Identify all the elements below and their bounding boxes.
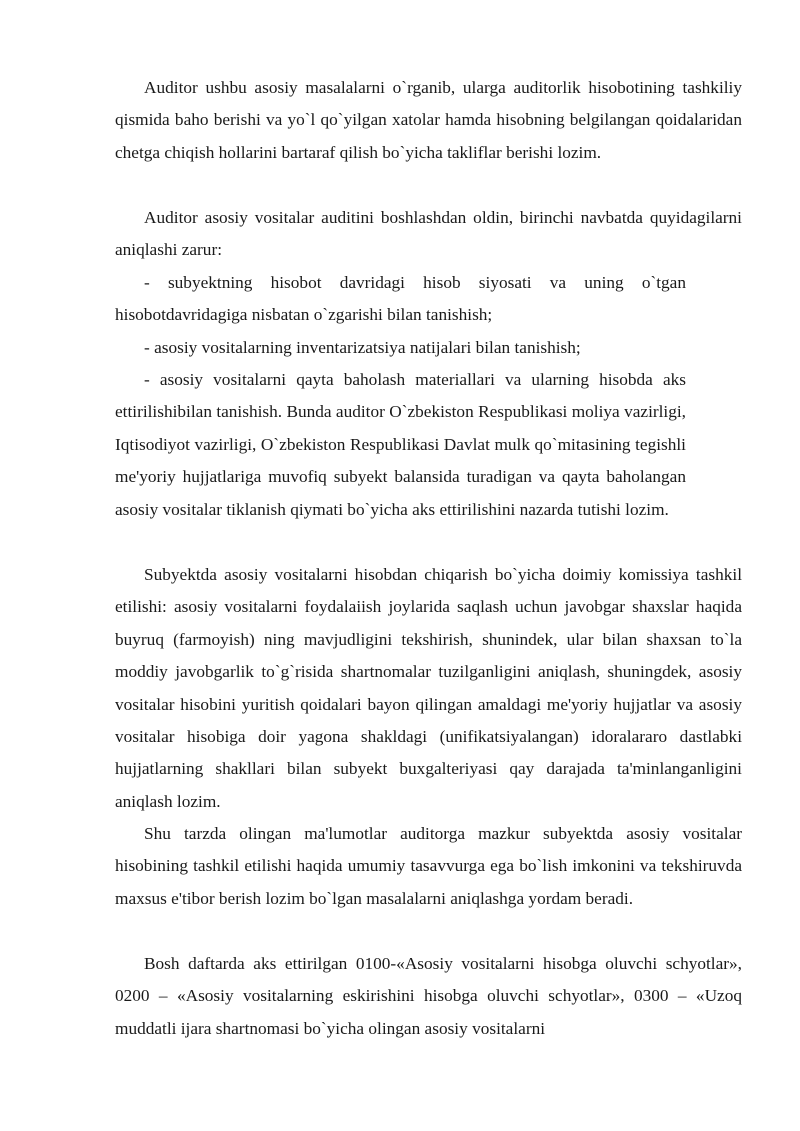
paragraph-3: Subyektda asosiy vositalarni hisobdan chiqarish bo`yicha doimiy komissiya tashkil etilishi: asosiy vositalarni foydalaiish joylarida saqlash uchun javobgar shaxslar haqida buyruq (farmoyish) ning mavjudligini tekshirish, shunindek, ular bilan shaxsan to`la moddiy javobgarlik to`g`risida shartnomalar tuzilganligini aniqlash, shuningdek, asosiy vositalar hisobini yuritish qoidalari bayon qilingan amaldagi me'yoriy hujjatlar va asosiy vositalar hisobiga doir yagona shakldagi (unifikatsiyalangan) idoralararo dastlabki hujjatlarning shakllari bilan subyekt buxgalteriyasi qay darajada ta'minlanganligini aniqlash lozim. [115,565,742,811]
paragraph-2: Auditor asosiy vositalar auditini boshlashdan oldin, birinchi navbatda quyidagilarni aniqlashi zarur: [115,208,742,260]
list-item-3: - asosiy vositalarni qayta baholash materiallari va ularning hisobda aks ettirilishibilan tanishish. Bunda auditor O`zbekiston Respublikasi moliya vazirligi, Iqtisodiyot vazirligi, O`zbekiston Respublikasi Davlat mulk qo`mitasining tegishli me'yoriy hujjatlariga muvofiq subyekt balansida turadigan va qayta baholangan asosiy vositalar tiklanish qiymati bo`yicha aks ettirilishini nazarda tutishi lozim. [115,370,686,519]
list-item-2: - asosiy vositalarning inventarizatsiya natijalari bilan tanishish; [144,338,581,357]
paragraph-5: Bosh daftarda aks ettirilgan 0100-«Asosiy vositalarni hisobga oluvchi schyotlar», 0200 – «Asosiy vositalarning eskirishini hisobga oluvchi schyotlar», 0300 – «Uzoq muddatli ijara shartnomasi bo`yicha olingan asosiy vositalarni [115,954,742,1038]
paragraph-4: Shu tarzda olingan ma'lumotlar auditorga mazkur subyektda asosiy vositalar hisobining tashkil etilishi haqida umumiy tasavvurga ega bo`lish imkonini va tekshiruvda maxsus e'tibor berish lozim bo`lgan masalalarni aniqlashga yordam beradi. [115,824,742,908]
list-item-1: - subyektning hisobot davridagi hisob siyosati va uning o`tgan hisobotdavridagiga nisbatan o`zgarishi bilan tanishish; [115,273,686,325]
paragraph-1: Auditor ushbu asosiy masalalarni o`rganib, ularga auditorlik hisobotining tashkiliy qismida baho berishi va yo`l qo`yilgan xatolar hamda hisobning belgilangan qoidalaridan chetga chiqish hollarini bartaraf qilish bo`yicha takliflar berishi lozim. [115,78,742,162]
